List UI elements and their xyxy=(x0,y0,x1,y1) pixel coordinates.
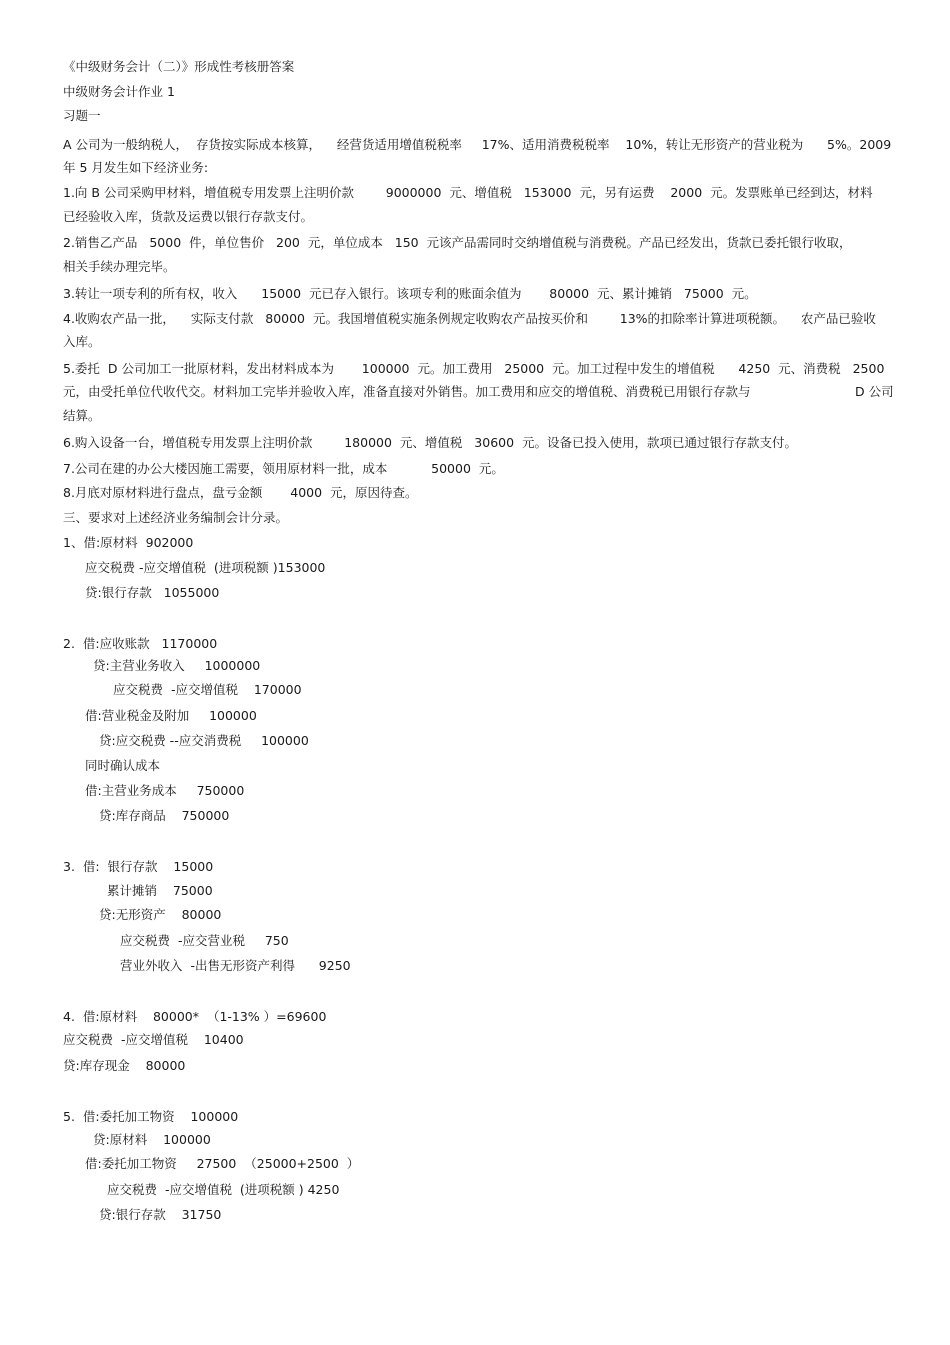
answer-2-line: 借:主营业务成本 750000 xyxy=(85,783,245,798)
answer-4-line: 应交税费 -应交增值税 10400 xyxy=(63,1032,244,1047)
answer-2-line: 应交税费 -应交增值税 170000 xyxy=(113,682,302,697)
problem-item-4: 入库。 xyxy=(63,334,101,349)
assignment-heading: 中级财务会计作业 1 xyxy=(63,84,175,99)
problem-item-5: 元，由受托单位代收代交。材料加工完毕并验收入库，准备直接对外销售。加工费用和应交的增值税、消费税已用银行存款与 xyxy=(63,384,751,399)
problem-item-5-tail: D 公司 xyxy=(855,384,894,399)
problem-intro-line: A 公司为一般纳税人， 存货按实际成本核算， 经营货适用增值税税率 17%、适用消费税税率 10%，转让无形资产的营业税为 5%。2009 xyxy=(63,137,892,152)
problem-item-7: 7.公司在建的办公大楼因施工需要，领用原材料一批，成本 50000 元。 xyxy=(63,461,504,476)
problem-intro-line: 年 5 月发生如下经济业务: xyxy=(63,160,209,175)
answer-2-line: 借:营业税金及附加 100000 xyxy=(85,708,257,723)
answer-3-line: 应交税费 -应交营业税 750 xyxy=(120,933,289,948)
answer-2-line: 贷:主营业务收入 1000000 xyxy=(93,658,261,673)
answer-4-line: 贷:库存现金 80000 xyxy=(63,1058,186,1073)
answer-2-line: 贷:应交税费 --应交消费税 100000 xyxy=(99,733,309,748)
answer-5-line: 贷:原材料 100000 xyxy=(93,1132,211,1147)
answer-3-line: 贷:无形资产 80000 xyxy=(99,907,222,922)
answer-5-line: 借:委托加工物资 27500 （25000+2500 ） xyxy=(85,1156,360,1171)
answer-2-line: 贷:库存商品 750000 xyxy=(99,808,230,823)
exercise-heading: 习题一 xyxy=(63,108,101,123)
requirement-text: 三、要求对上述经济业务编制会计分录。 xyxy=(63,510,289,525)
problem-item-2: 2.销售乙产品 5000 件，单位售价 200 元，单位成本 150 元该产品需同时交纳增值税与消费税。产品已经发出，货款已委托银行收取， xyxy=(63,235,852,250)
problem-item-6: 6.购入设备一台，增值税专用发票上注明价款 180000 元、增值税 30600 元。设备已投入使用，款项已通过银行存款支付。 xyxy=(63,435,798,450)
answer-2-line: 同时确认成本 xyxy=(85,758,161,773)
answer-3-line: 3. 借: 银行存款 15000 xyxy=(63,859,214,874)
answer-3-line: 累计摊销 75000 xyxy=(107,883,213,898)
problem-item-3: 3.转让一项专利的所有权，收入 15000 元已存入银行。该项专利的账面余值为 80000 元、累计摊销 75000 元。 xyxy=(63,286,757,301)
answer-1-line: 贷:银行存款 1055000 xyxy=(85,585,220,600)
answer-1-line: 1、借:原材料 902000 xyxy=(63,535,194,550)
problem-item-2: 相关手续办理完毕。 xyxy=(63,259,176,274)
problem-item-5: 5.委托 D 公司加工一批原材料，发出材料成本为 100000 元。加工费用 25000 元。加工过程中发生的增值税 4250 元、消费税 2500 xyxy=(63,361,885,376)
problem-item-1: 已经验收入库，货款及运费以银行存款支付。 xyxy=(63,209,314,224)
problem-item-5: 结算。 xyxy=(63,408,101,423)
problem-item-1: 1.向 B 公司采购甲材料，增值税专用发票上注明价款 9000000 元、增值税 153000 元，另有运费 2000 元。发票账单已经到达，材料 xyxy=(63,185,873,200)
problem-item-8: 8.月底对原材料进行盘点，盘亏金额 4000 元，原因待查。 xyxy=(63,485,418,500)
problem-item-4: 4.收购农产品一批， 实际支付款 80000 元。我国增值税实施条例规定收购农产品按买价和 13%的扣除率计算进项税额。 农产品已验收 xyxy=(63,311,876,326)
answer-4-line: 4. 借:原材料 80000* （1-13% ）=69600 xyxy=(63,1009,327,1024)
answer-3-line: 营业外收入 -出售无形资产利得 9250 xyxy=(120,958,351,973)
answer-5-line: 5. 借:委托加工物资 100000 xyxy=(63,1109,239,1124)
document-title: 《中级财务会计（二）》形成性考核册答案 xyxy=(63,59,295,74)
answer-2-line: 2. 借:应收账款 1170000 xyxy=(63,636,218,651)
answer-5-line: 应交税费 -应交增值税 (进项税额 ) 4250 xyxy=(107,1182,340,1197)
answer-1-line: 应交税费 -应交增值税 (进项税额 )153000 xyxy=(85,560,326,575)
answer-5-line: 贷:银行存款 31750 xyxy=(99,1207,222,1222)
